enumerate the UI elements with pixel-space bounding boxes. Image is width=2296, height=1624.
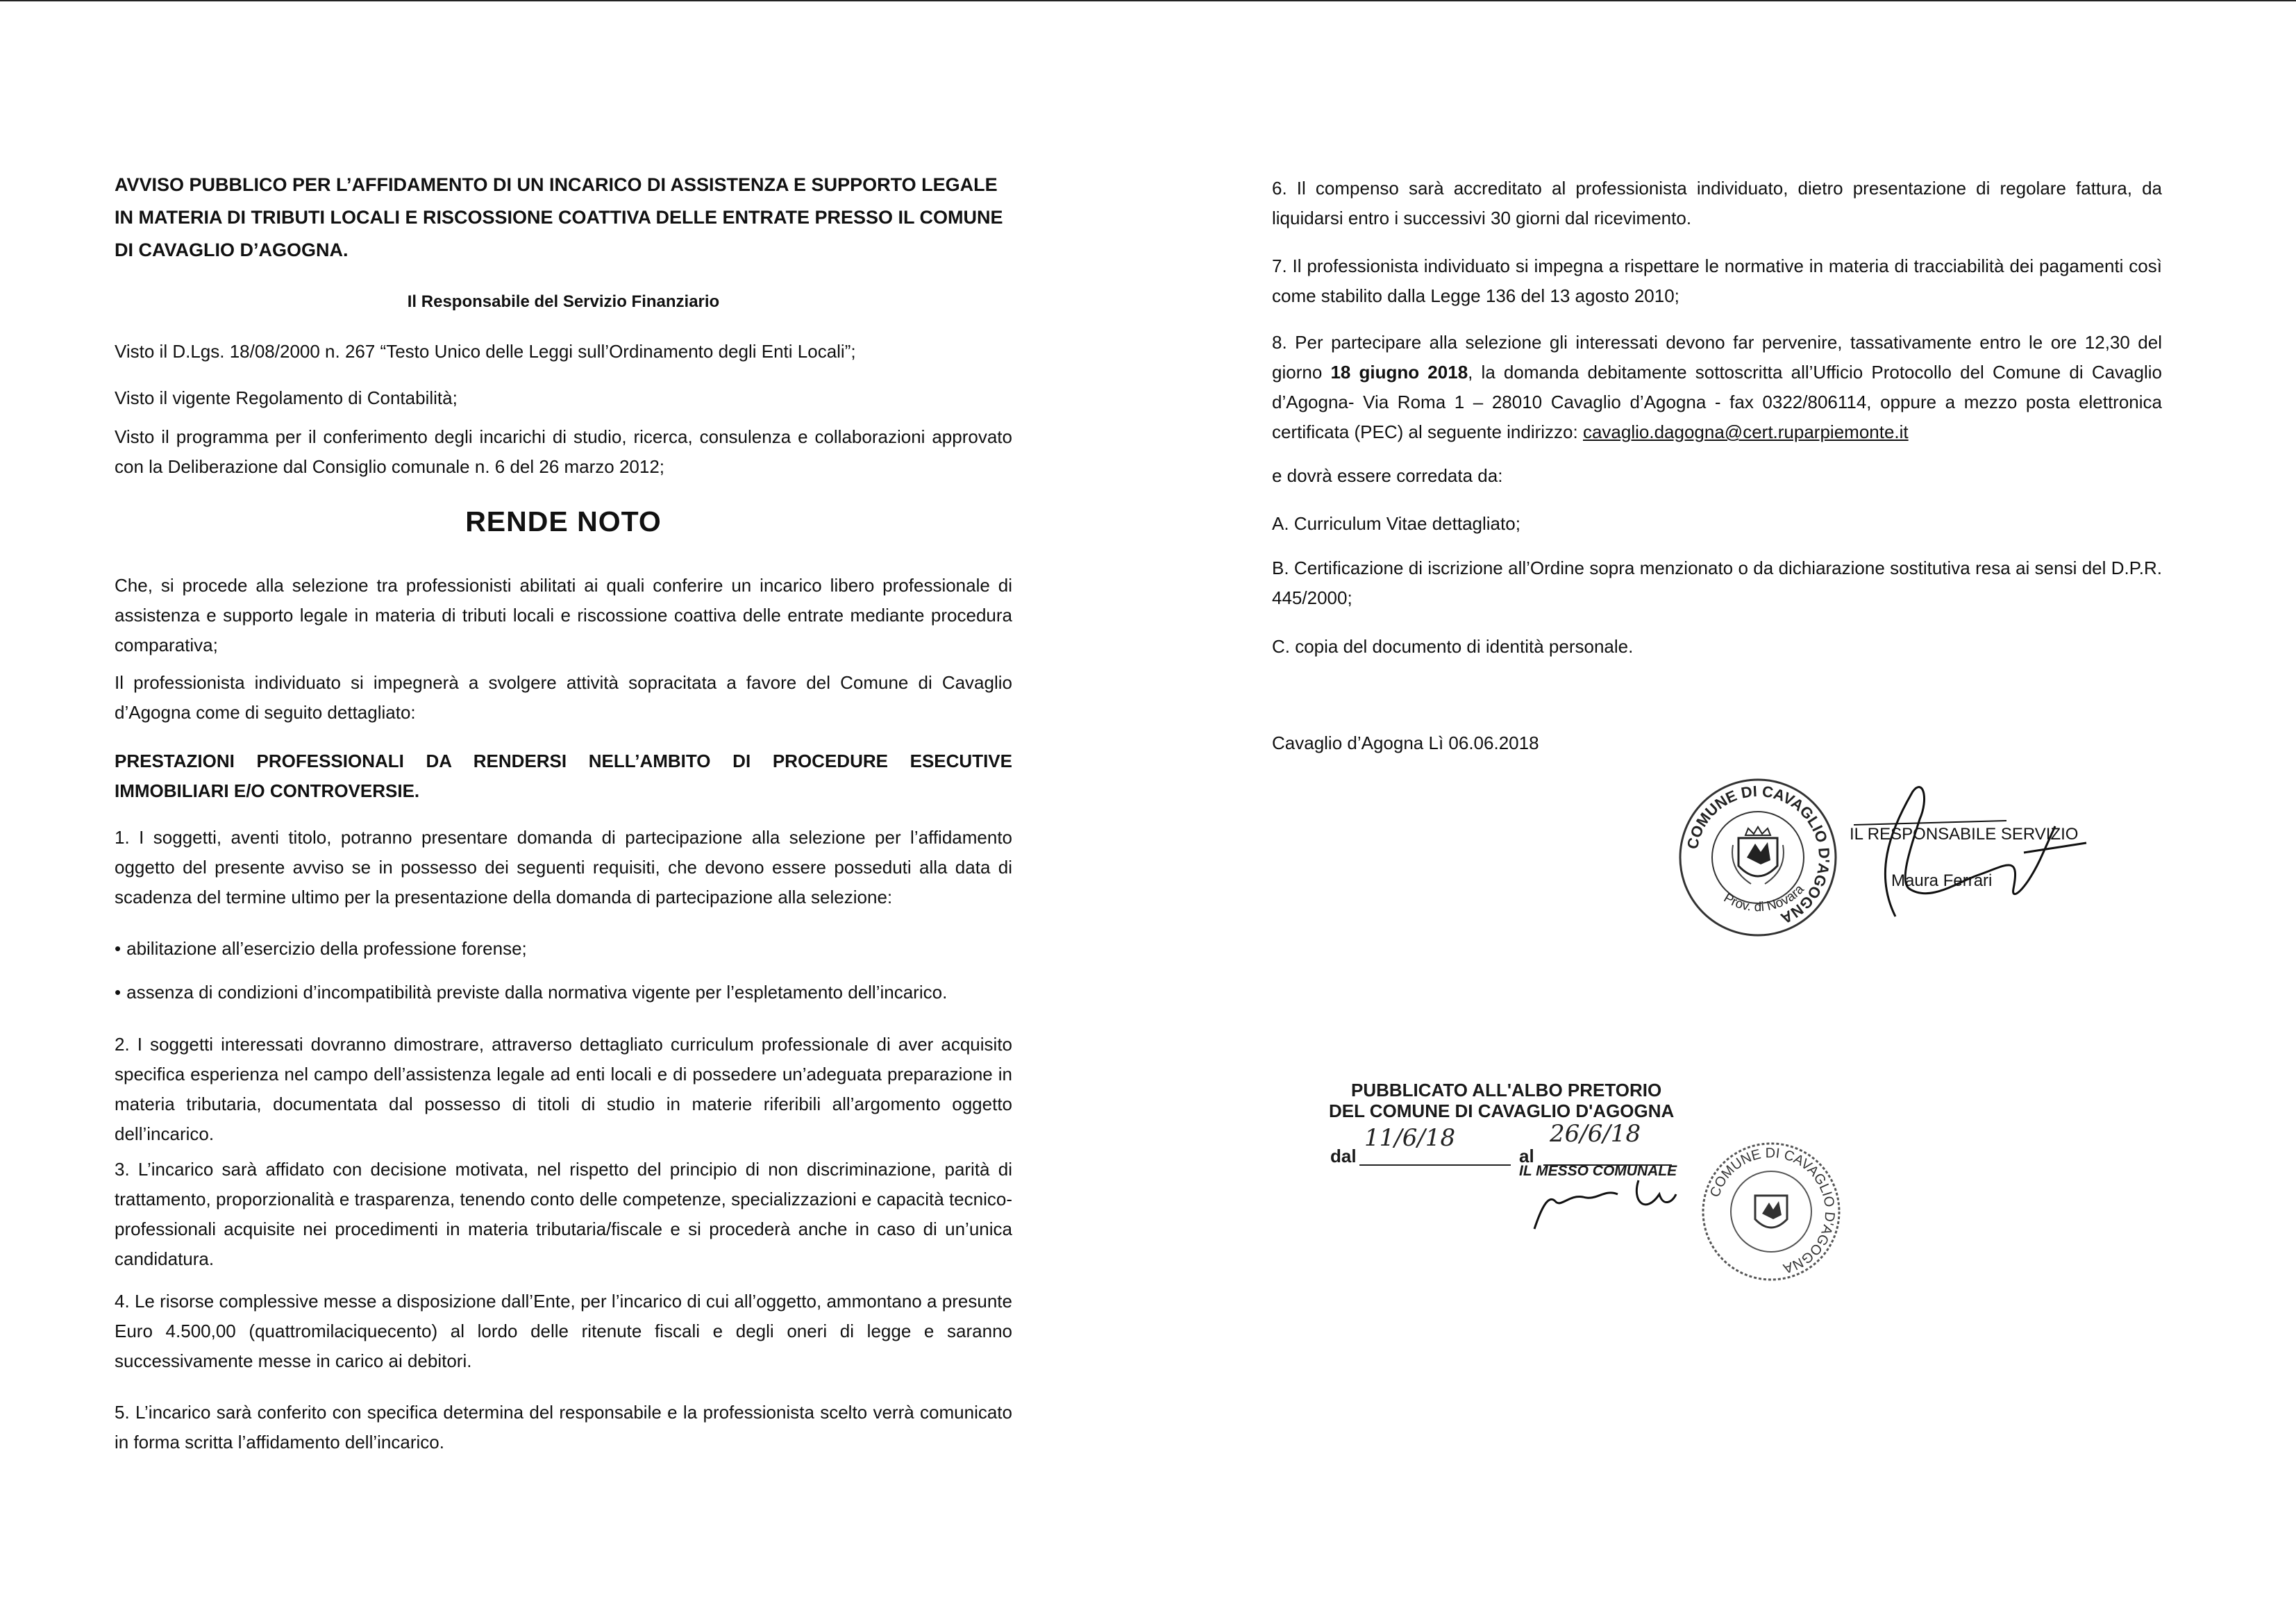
paragraph-5: 5. L’incarico sarà conferito con specifica determina del responsabile e la professionista scelto verrà comunicato in forma scritta l’affidamento dell’incarico.: [115, 1402, 1012, 1453]
handwritten-signature-1: [1847, 771, 2097, 930]
item-b: B. Certificazione di iscrizione all’Ordine sopra menzionato o da dichiarazione sostitutiva resa ai sensi del D.P.R. 445/2000;: [1272, 558, 2162, 608]
publication-date-lines: [1359, 1163, 1679, 1167]
scan-border-line: [0, 0, 2296, 3]
responsabile-heading: Il Responsabile del Servizio Finanziario: [407, 292, 720, 311]
publication-dal-date: 11/6/18: [1364, 1124, 1456, 1152]
paragraph-6: 6. Il compenso sarà accreditato al professionista individuato, dietro presentazione di regolare fattura, da liquidarsi entro i successivi 30 giorni dal ricevimento.: [1272, 178, 2162, 228]
corredata-intro: e dovrà essere corredata da:: [1272, 465, 1503, 486]
publication-al-label: al: [1519, 1146, 1534, 1166]
item-a: A. Curriculum Vitae dettagliato;: [1272, 513, 1520, 534]
signature-title: IL RESPONSABILE SERVIZIO: [1850, 825, 2079, 844]
paragraph-8-text-a: 8. Per partecipare alla selezione gli interessati devono far pervenire, tassativamente entro le ore 12,30 del giorno: [1272, 332, 2162, 383]
seal-1-bottom-text: Prov. di Novara: [1720, 882, 1807, 915]
paragraph-che: Che, si procede alla selezione tra professionisti abilitati ai quali conferire un incarico libero professionale di assistenza e supporto legale in materia di tributi locali e riscossione coattiva delle entrate mediante procedura comparativa;: [115, 575, 1012, 655]
paragraph-8-text-b: , la domanda debitamente sottoscritta all’Ufficio Protocollo del Comune di Cavaglio d’Agogna- Via Roma 1 – 28010 Cavaglio d’Agogna - fax 0322/806114, oppure a mezzo posta elettronica certificata (PEC) al seguente indirizzo:: [1272, 362, 2162, 442]
publication-line-1: PUBBLICATO ALL'ALBO PRETORIO: [1351, 1080, 1662, 1100]
paragraph-8: [1272, 328, 2162, 447]
coat-of-arms-icon: [1732, 827, 1784, 884]
paragraph-1: 1. I soggetti, aventi titolo, potranno presentare domanda di partecipazione alla selezione per l’affidamento oggetto del presente avviso se in possesso dei seguenti requisiti, che devono essere posseduti alla data di scadenza del termine ultimo per la presentazione della domanda di partecipazione alla selezione:: [115, 827, 1012, 907]
visto-decree: Visto il D.Lgs. 18/08/2000 n. 267 “Testo Unico delle Leggi sull’Ordinamento degli Enti Locali”;: [115, 341, 856, 362]
coat-of-arms-icon: [1755, 1196, 1787, 1228]
place-and-date: Cavaglio d’Agogna Lì 06.06.2018: [1272, 733, 1539, 753]
paragraph-4: 4. Le risorse complessive messe a disposizione dall’Ente, per l’incarico di cui all’oggetto, ammontano a presunte Euro 4.500,00 (quattromilaciquecento) al lordo delle ritenute fiscali e degli oneri di legge e saranno successivamente messe in carico ai debitori.: [115, 1291, 1012, 1371]
signature-name: Maura Ferrari: [1891, 871, 1993, 890]
requirement-bullet-2: • assenza di condizioni d’incompatibilità previste dalla normativa vigente per l’espletamento dell’incarico.: [115, 978, 1012, 1007]
publication-dal-label: dal: [1330, 1146, 1357, 1166]
visto-regolamento: Visto il vigente Regolamento di Contabilità;: [115, 387, 458, 408]
document-title: AVVISO PUBBLICO PER L’AFFIDAMENTO DI UN INCARICO DI ASSISTENZA E SUPPORTO LEGALE IN MATERIA DI TRIBUTI LOCALI E RISCOSSIONE COATTIVA DELLE ENTRATE PRESSO IL COMUNE DI CAVAGLIO D’AGOGNA.: [115, 174, 1003, 260]
paragraph-7: 7. Il professionista individuato si impegna a rispettare le normative in materia di tracciabilità dei pagamenti così come stabilito dalla Legge 136 del 13 agosto 2010;: [1272, 256, 2162, 306]
publication-al-date: 26/6/18: [1550, 1120, 1641, 1148]
item-c: C. copia del documento di identità personale.: [1272, 636, 1634, 657]
prestazioni-heading: PRESTAZIONI PROFESSIONALI DA RENDERSI NELL’AMBITO DI PROCEDURE ESECUTIVE IMMOBILIARI E/O CONTROVERSIE.: [115, 751, 1012, 801]
rende-noto-heading: RENDE NOTO: [465, 505, 662, 537]
deadline-date: 18 giugno 2018: [1330, 362, 1468, 383]
handwritten-signature-2: [1527, 1173, 1680, 1236]
paragraph-2: 2. I soggetti interessati dovranno dimostrare, attraverso dettagliato curriculum professionale di aver acquisito specifica esperienza nel campo dell’assistenza legale ad enti locali e di possedere un’adeguata preparazione in materia tributaria, documentata dal possesso di titoli di studio in materie riferibili all’argomento oggetto dell’incarico.: [115, 1034, 1012, 1144]
paragraph-3: 3. L’incarico sarà affidato con decisione motivata, nel rispetto del principio di non discriminazione, parità di trattamento, proporzionalità e trasparenza, tenendo conto delle competenze, specializzazioni e capacità tecnico-professionali acquisite nei procedimenti in materia tributaria/fiscale e si procederà anche in caso di un’unica candidatura.: [115, 1159, 1012, 1269]
municipal-seal-2: [1698, 1139, 1844, 1284]
municipal-seal-1: [1675, 774, 1841, 941]
visto-programma: Visto il programma per il conferimento degli incarichi di studio, ricerca, consulenza e collaborazioni approvato con la Deliberazione dal Consiglio comunale n. 6 del 26 marzo 2012;: [115, 426, 1012, 477]
seal-2-ring-text: COMUNE DI CAVAGLIO D'AGOGNA: [1707, 1145, 1838, 1276]
messo-comunale-label: IL MESSO COMUNALE: [1519, 1163, 1677, 1179]
publication-line-2: DEL COMUNE DI CAVAGLIO D'AGOGNA: [1329, 1100, 1675, 1121]
requirement-bullet-1: • abilitazione all’esercizio della professione forense;: [115, 934, 1012, 964]
paragraph-professionista: Il professionista individuato si impegnerà a svolgere attività sopracitata a favore del Comune di Cavaglio d’Agogna come di seguito dettagliato:: [115, 672, 1012, 723]
pec-email-link[interactable]: cavaglio.dagogna@cert.ruparpiemonte.it: [1582, 421, 1909, 442]
seal-1-ring-text: COMUNE DI CAVAGLIO D'AGOGNA: [1683, 782, 1834, 928]
